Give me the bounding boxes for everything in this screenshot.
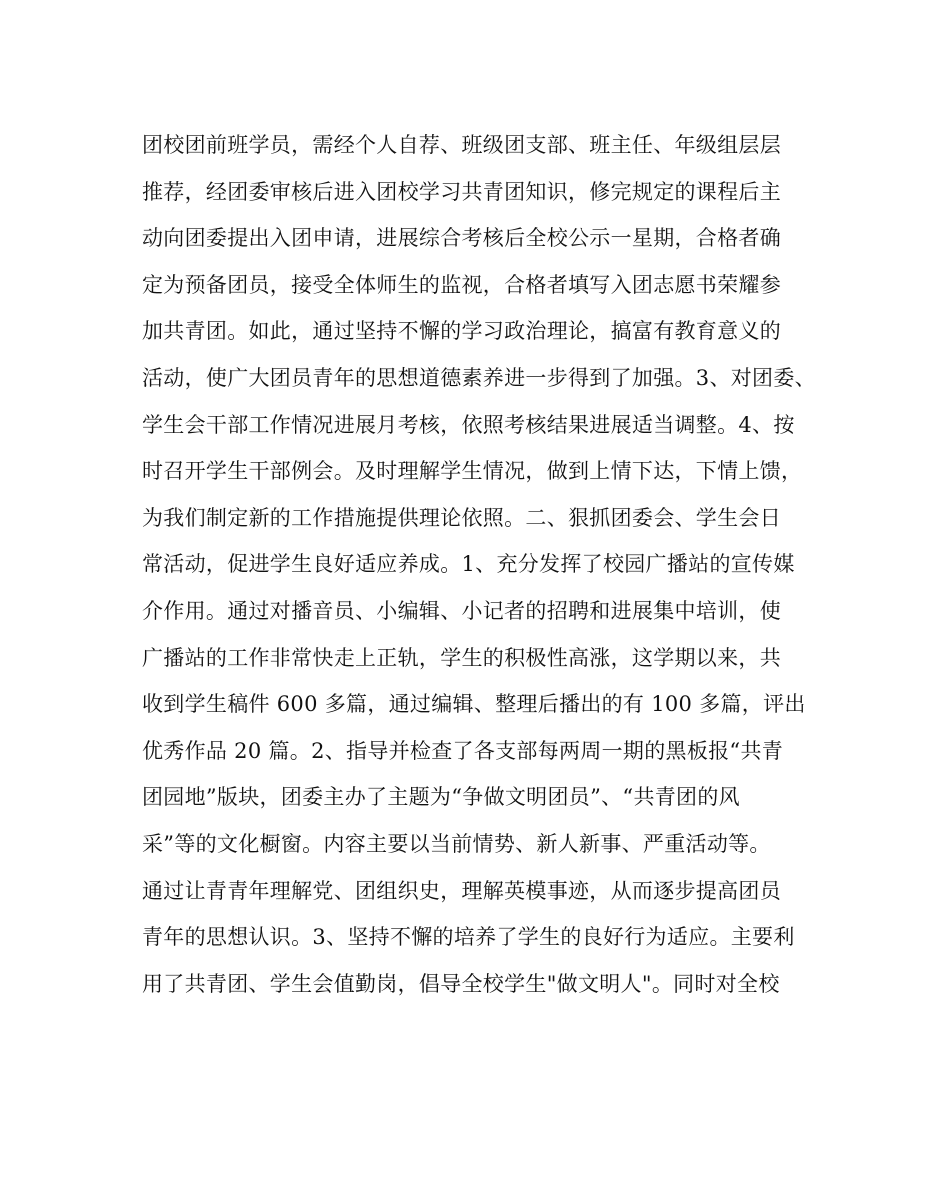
text-line-18: 青年的思想认识。3、坚持不懈的培养了学生的良好行为适应。主要利 [142, 925, 795, 950]
text-line-13: 收到学生稿件 600 多篇，通过编辑、整理后播出的有 100 多篇，评出 [142, 692, 806, 717]
text-line-5: 加共青团。如此，通过坚持不懈的学习政治理论，搞富有教育意义的 [142, 319, 781, 344]
text-line-11: 介作用。通过对播音员、小编辑、小记者的招聘和进展集中培训，使 [142, 598, 781, 623]
text-line-19: 用了共青团、学生会值勤岗，倡导全校学生"做文明人"。同时对全校 [142, 971, 780, 996]
text-line-9: 为我们制定新的工作措施提供理论依照。二、狠抓团委会、学生会日 [142, 505, 781, 530]
text-line-12: 广播站的工作非常快走上正轨，学生的积极性高涨，这学期以来，共 [142, 645, 781, 670]
text-line-7: 学生会干部工作情况进展月考核，依照考核结果进展适当调整。4、按 [142, 412, 795, 437]
text-line-14: 优秀作品 20 篇。2、指导并检查了各支部每两周一期的黑板报“共青 [142, 738, 784, 763]
text-line-10: 常活动，促进学生良好适应养成。1、充分发挥了校园广播站的宣传媒 [142, 552, 795, 577]
text-line-4: 定为预备团员，接受全体师生的监视，合格者填写入团志愿书荣耀参 [142, 272, 781, 297]
text-line-15: 团园地”版块，团委主办了主题为“争做文明团员”、“共青团的风 [142, 785, 740, 810]
text-line-17: 通过让青青年理解党、团组织史，理解英模事迹，从而逐步提高团员 [142, 878, 781, 903]
body-text [142, 122, 842, 1007]
text-line-6: 活动，使广大团员青年的思想道德素养进一步得到了加强。3、对团委、 [142, 365, 816, 390]
text-line-8: 时召开学生干部例会。及时理解学生情况，做到上情下达，下情上馈， [142, 459, 803, 484]
text-line-16: 采”等的文化橱窗。内容主要以当前情势、新人新事、严重活动等。 [142, 831, 771, 856]
text-line-2: 推荐，经团委审核后进入团校学习共青团知识，修完规定的课程后主 [142, 179, 781, 204]
text-line-3: 动向团委提出入团申请，进展综合考核后全校公示一星期，合格者确 [142, 226, 781, 251]
text-line-1: 团校团前班学员，需经个人自荐、班级团支部、班主任、年级组层层 [142, 133, 781, 157]
